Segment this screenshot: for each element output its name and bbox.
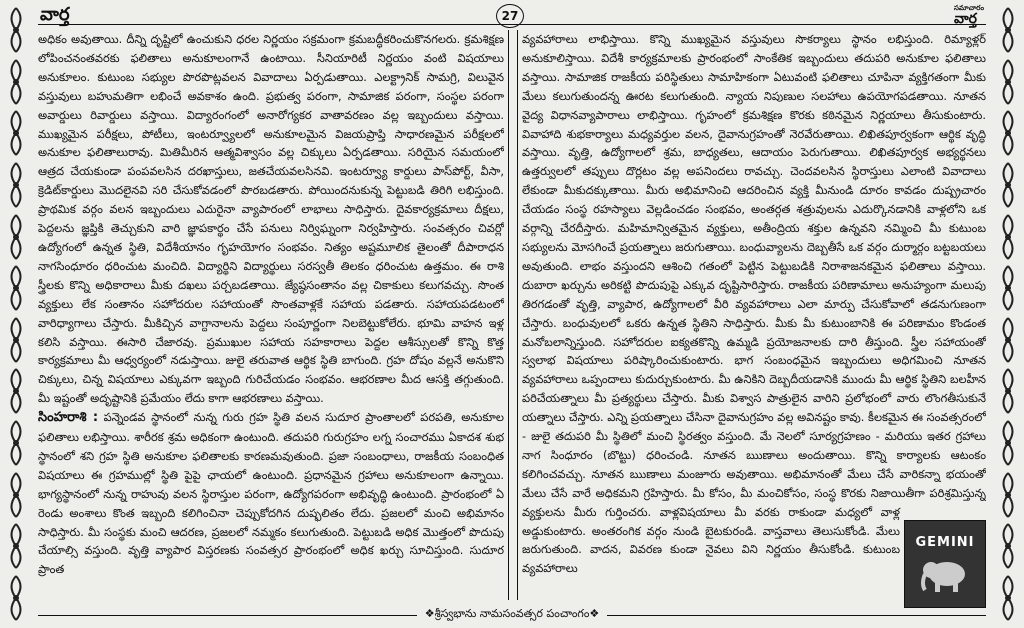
border-ornament-icon	[5, 213, 27, 261]
vaartha-logo-right	[954, 4, 984, 30]
column-divider	[508, 30, 518, 600]
border-ornament-icon	[5, 161, 27, 209]
footer-title: ❖శ్రీస్వభాను నామసంవత్సర పంచాంగం❖	[424, 607, 600, 620]
horoscope-paragraph	[38, 408, 504, 579]
border-ornament-icon	[5, 264, 27, 312]
advert-brand: GEMINI	[915, 535, 975, 550]
zodiac-sign-heading: సింహరాశి :	[38, 410, 99, 426]
horoscope-paragraph: అధికం అవుతాయి. దీన్ని దృష్టిలో ఉంచుకుని ధరల నిర్ణయం సక్రమంగా క్రమబద్ధీకరించుకొనగలరు. క్రమశిక్షణ లోపించనంతవరకు ఫలితాలు అనుకూలంగానే ఉంటాయి. సీనియారిటీ నిర్ణయం వంటి విషయాలు అనుకూలం. కుటుంబ సభ్యుల పొరపొట్లవలన వివాదాలు ఏర్పడుతాయి. ఎలక్ట్రానిక్ సామగ్రి, విలువైన వస్తువులు బహుమతిగా లభించే అవకాశం ఉంది. ప్రభుత్వ పరంగా, సామాజిక పరంగా, సంస్థల పరంగా అవార్డులు రివార్డులు వస్తాయి. విద్యారంగంలో అనారోగ్యకర వాతావరణం వల్ల ఇబ్బందులు వస్తాయి. ముఖ్యమైన పరీక్షలు, పోటీలు, ఇంటర్వ్యూలలో అనుకూలమైన విజయప్రాప్తి సాధారణమైన పరీక్షలలో అనుకూల ఫలితాలురావు. మితిమీరిన ఆత్మవిశ్వాసం వల్ల చిక్కులు ఏర్పడతాయి. సరియైన సమయంలో ఆత్రద చేయకుండా పంపవలసిన దరఖాస్తులు, జతచేయవలసినవి. ఇంటర్వ్యూ కార్డులు పాస్‌పోర్ట్, వీసా, క్రెడిట్‌కార్డులు మొదలైనవి సరి చేసుకోవడంలో పొరబడతారు. పోయిందనుకున్న పెట్టుబడి తిరిగి లభిస్తుంది. ప్రాథమిక వర్గం వలన ఇబ్బందులు ఎదురైనా వ్యాపారంలో లాభాలు సాధిస్తారు. దైవకార్యక్రమాలు దీక్షలు, పెద్దలను జ్ఞప్తికి తెచ్చుకుని వారి జ్ఞాపకార్థం చేసే పనులు నిర్విఘ్నంగా నిర్వహిస్తారు. సంవత్సరం చివర్లో ఉద్యోగంలో ఉన్నత స్థితి, విదేశీయానం గృహయోగం సంభవం. నిత్యం అష్టమూలిక తైలంతో దీపారాధన నాగసింధూరం ధరించుట మంచిది. విద్యార్థిని విద్యార్థులు సరస్వతీ తిలకం ధరించుట ఉత్తమం. ఈ రాశి స్త్రీలకు కొన్ని అధికారాలు మీకు దఖలు పర్చబడతాయి. జ్యేష్ఠసంతానం వల్ల చికాకులు కలుగవచ్చు. సొంత వ్యక్తులు లేక సంతానం సహోదరుల సహాయంతో సొంతవాళ్లకే సహాయ పడతారు. సహాయపడటంలో వారిధ్యాగాలు చేస్తారు. మీకిచ్చిన వాగ్దానాలను పెద్దలు సంపూర్ణంగా నిలబెట్టుకోలేరు. భూమి వాహన ఇళ్ల కలిసి వస్తాయి. ఈసారి చేజారవు. ప్రముఖుల సహాయ సహకారాలు పెద్దల ఆశీస్సులతో కొన్ని కొత్త కార్యక్రమాలు మీ ఆధ్వర్యంలో నడుస్తాయి. జులై తరువాత ఆర్థిక స్థితి బాగుంది. గ్రహ దోషం వల్లనే అనుకొని చిక్కులు, చిన్న విషయాలు ఎక్కువగా ఇబ్బంది గురిచేయడం సంభవం. ఆభరణాల మీద ఆసక్తి తగ్గుతుంది. మీ ఇష్టంతో అదృష్టానికి ప్రమేయం లేదు కాగా ఆభరణాలు వస్తాయి.	[38, 32, 504, 406]
border-ornament-icon	[997, 419, 1019, 467]
elephant-icon	[917, 554, 973, 594]
horoscope-paragraph: వ్యవహారాలు లాభిస్తాయి. కొన్ని ముఖ్యమైన వస్తువులు సొకర్యాలు స్థానం లభిస్తుంది. రిమ్యాళ్లర్ అనుకూలిస్తాయి. విదేశీ కార్యక్రమాలకు ప్రారంభంలో సాంకేతిక ఇబ్బందులు తదుపరి అనుకూల ఫలితాలు వస్తాయి. సామాజిక రాజకీయ పరిస్థితులు సామాహికంగా ఏటువంటి ఫలితాలు చూపినా వ్యక్తిగతంగా మీకు మేలు కలుగుతుందన్న ఊరట కలుగుతుంది. న్యాయ నిపుణుల సలహాలు ఉపయోగపడతాయి. నూతన వైద్య విధానవ్యాపారాలు లాభిస్తాయి. గృహంలో క్రమశిక్షణ కొరకు కఠినమైన నిర్ణయాలు తీసుకుంటారు. వివాహాది శుభకార్యాలు మధ్యవర్తుల వలన, దైవానుగ్రహంతో నెరవేరుతాయి. లిఖితపూర్వకంగా ఆర్థిక వృద్ధి వస్తాయి. వృత్తి, ఉద్యోగాలలో శ్రమ, బాధ్యతలు, ఆదాయం పెరుగుతాయి. లిఖితపూర్వక అభ్యర్థనలు ఉత్తర్వులలో తప్పులు దొర్లటం వల్ల అపనిందలు రావచ్చు. చెందవలసిన స్థిరాస్తులు ఎలాంటి వివాదాలు లేకుండా మీకుదక్కుతాయి. మీరు అభిమానించి ఆదరించిన వ్యక్తి మీనుండి దూరం కావడం దుష్ప్రచారం చేయడం సంస్థ రహస్యాలు వెల్లడించడం సంభవం, అంతర్గత శత్రువులను ఎదుర్కొనడానికి వాళ్లలోని ఒక వర్గాన్ని చేరదీస్తారు. మహిమాన్వితమైన వ్యక్తులు, అతీంద్రియ శక్తుల ఉన్నవని నమ్మించి మీ కుటుంబ సభ్యులను మోసగించే ప్రయత్నాలు జరుగుతాయి. బంధువ్యాలను దెబ్బతీసే ఒక వర్గం దుర్మార్గం బట్టబయలు అవుతుంది. లాభం వస్తుందని ఆశించి గతంలో పెట్టిన పెట్టుబడికి నిరాశాజనకమైన ఫలితాలు వస్తాయి. దుబారా ఖర్చును అరికట్టి పొదుపుపై ఎక్కువ దృష్టిసారిస్తారు. రాజకీయ పరిణామాలు అనుహ్యంగా మలుపు తిరగడంతో వృత్తి, వ్యాపార, ఉద్యోగాలలో వీరి వ్యవహారాలు ఎలా మార్పు చేసుకోవాలో తడనుగుణంగా చేస్తారు. బంధువులలో ఒకరు ఉన్నత స్థితిని సాధిస్తారు. మీకు మీ కుటుంబానికి ఈ పరిణామం కొండంత మనోబలాన్నిస్తుంది. సహోదరుల ఐక్యతకొన్ని ఉమ్మడి ప్రయోజనాలకు దారి తీస్తుంది. స్త్రీల సహాయంతో స్వలాభ విషయాలు పరిష్కారించుకుంటారు. భాగ సంబంధమైన ఇబ్బందులు అధిగమించి నూతన వ్యవహారాలు ఒప్పందాలు కుదుర్చుకుంటారు. మీ ఉనికిని దెబ్బదీయడానికి ముందు మీ ఆర్థిక స్థితిని బలహీన పరిచేయత్నాలు మీ ప్రత్యర్థులు చేస్తారు. మీకు విశ్వాస పాత్రులైన వారిని ప్రలోభంలో వారు లొంగతీసుకునే యత్నాలు చేస్తారు. ఎన్ని ప్రయత్నాలు చేసినా దైవానుగ్రహం వల్ల అవినష్టం కావు. కీలకమైన ఈ సంవత్సరంలో - జులై తదుపరి మీ స్థితిలో మంచి స్థిరత్వం వస్తుంది. మే నెలలో సూర్యగ్రహణం - మరియు ఇతర గ్రహాలు నాగ సింధూరం (బొట్టు) ధరించండి. నూతన ఋణాలు అందుతాయి. కొన్ని కార్యాలకు ఆటంకం కలిగించవచ్చు. నూతన ఋణాలు మంజూరు అవుతాయి. అభిమానంతో మేలు చేసే వారికన్నా భయంతో మేలు చేసే వారే అధికమని గ్రహిస్తారు. మీ కోసం, మీ మంచికోసం, సంస్థ కొరకు నిజాయితీగా పరిశ్రమిస్తున్న వ్యక్తులను మీరు గుర్తించరు. వాళ్లవిషయాలు మీ వరకు రాకుండా మధ్యలో వాళ్ల అడ్డుకుంటారు. అంతరంగిక వర్గం నుండి బైటకురండి. వాస్తవాలు తెలుసుకోండి. మేలు జరుగుతుంది. వాదన, వివరణ కుండా నైవలు విని నిర్ణయం తీసుకోండి. కుటుంబ వ్యవహారాలు	[522, 32, 986, 576]
border-ornament-icon	[5, 471, 27, 519]
page-number: 27	[496, 4, 524, 28]
border-ornament-icon	[997, 58, 1019, 106]
footer-rule	[38, 615, 417, 616]
sign-paragraph: పన్నెండవ స్థానంలో నున్న గురు గ్రహ స్థితి వలన సుదూర ప్రాంతాలలో పరపతి, అనుకూల ఫలితాలు లభిస్తాయి. శారీరక శ్రమ అధికంగా ఉంటుంది. తదుపరి గురుగ్రహం లగ్న సంచారము ఏకాదశ శుభ స్థానంలో శని గ్రహ స్థితి అనుకూల ఫలితాలకు కారణమవుతుంది. ప్రజా సంబంధాలు, రాజకీయ సంబంధిత విషయాలు ఈ గ్రహముల్లో స్థితి పైపై ఛాయలో ఉంటుంది. ప్రధానమైన గ్రహాలు అనుకూలంగా ఉన్నాయి. భాగ్యస్థానంలో నున్న రాహువు వలన స్థిరాస్తుల పరంగా, ఉద్యోగపరంగా అభివృద్ధి ఉంటుంది. ప్రారంభంలో ఏ రెండు అంశాలు కొంత ఇబ్బంది కలిగించినా చెప్పుకోదగిన దుష్ఫలితం లేదు. ప్రజలలో మంచి అభిమానం సాధిస్తారు. మీ సంస్థకు మంచి ఆదరణ, ప్రజలలో నమ్మకం కలుగుతుంది. పెట్టుబడి అధిక మొత్తంలో పొదుపు చేయాల్సి వస్తుంది. వృత్తి వ్యాపార విస్తరణకు సంవత్సర ప్రారంభంలో అధిక ఖర్చు సూచిస్తుంది. సుదూర ప్రాంత	[38, 410, 504, 577]
border-ornament-icon	[997, 213, 1019, 261]
left-ornamental-border	[4, 6, 28, 622]
border-ornament-icon	[997, 522, 1019, 570]
footer-rule	[607, 615, 986, 616]
footer	[38, 606, 986, 624]
left-text-column	[38, 30, 504, 600]
right-ornamental-border	[996, 6, 1020, 622]
vaartha-logo-left: వార్త	[40, 4, 70, 25]
border-ornament-icon	[5, 6, 27, 54]
border-ornament-icon	[5, 58, 27, 106]
border-ornament-icon	[997, 264, 1019, 312]
logo-tagline: సమాచారం	[954, 3, 984, 12]
border-ornament-icon	[5, 419, 27, 467]
right-text-column	[522, 30, 986, 600]
border-ornament-icon	[5, 522, 27, 570]
gemini-tea-advert	[904, 520, 986, 608]
border-ornament-icon	[997, 367, 1019, 415]
border-ornament-icon	[5, 367, 27, 415]
border-ornament-icon	[997, 6, 1019, 54]
border-ornament-icon	[5, 574, 27, 622]
border-ornament-icon	[997, 161, 1019, 209]
border-ornament-icon	[5, 109, 27, 157]
header-rule	[38, 24, 986, 25]
logo-text: వార్త	[954, 11, 977, 27]
border-ornament-icon	[997, 471, 1019, 519]
border-ornament-icon	[997, 574, 1019, 622]
border-ornament-icon	[997, 109, 1019, 157]
border-ornament-icon	[997, 316, 1019, 364]
border-ornament-icon	[5, 316, 27, 364]
